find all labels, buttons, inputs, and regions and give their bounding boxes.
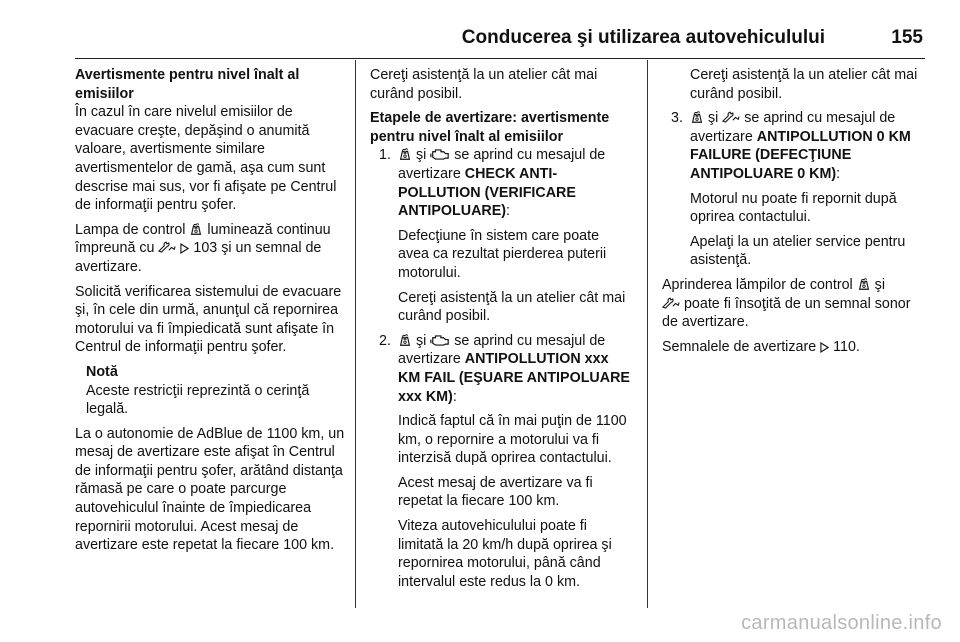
text-run: : <box>836 165 841 182</box>
watermark: carmanualsonline.info <box>741 612 942 634</box>
section-heading: Etapele de avertizare: avertismente pentru nivel înalt al emisiilor <box>370 110 610 145</box>
paragraph <box>662 338 930 357</box>
emission-warning-icon <box>690 110 704 124</box>
column-divider <box>647 60 648 608</box>
page-number: 155 <box>891 27 923 48</box>
text-run: şi <box>412 332 431 349</box>
note-text: Aceste restricţii reprezintă o cerinţă legală. <box>86 382 310 418</box>
text-run: 110. <box>829 338 860 355</box>
note-title: Notă <box>86 363 118 380</box>
paragraph: Acest mesaj de avertizare va fi repetat la fiecare 100 km. <box>398 474 593 510</box>
paragraph <box>75 221 347 277</box>
text-run: se aprind cu mesajul de avertizare <box>690 110 896 145</box>
emission-warning-icon <box>857 277 871 291</box>
paragraph: În cazul în care nivelul emisiilor de evacuare creşte, depăşind o anumită valoare, avertismente similare avertismentelor de gamă, aşa cum sunt descrise mai sus, vor fi afişate pe Centrul de informaţii pentru şofer. <box>75 104 337 214</box>
list-number: 3. <box>671 110 683 127</box>
paragraph: Solicită verificarea sistemului de evacuare şi, în cele din urmă, anunţul că repornirea motorului va fi împiedicată sunt afişate în Centrul de informaţii pentru şofer. <box>75 283 342 356</box>
text-run: Aprinderea lămpilor de control <box>662 276 857 293</box>
paragraph: Cereţi asistenţă la un atelier cât mai curând posibil. <box>398 289 626 325</box>
paragraph: Defecţiune în sistem care poate avea ca rezultat pierderea puterii motorului. <box>398 227 607 281</box>
paragraph: Cereţi asistenţă la un atelier cât mai curând posibil. <box>370 67 598 102</box>
list-item <box>370 146 634 220</box>
column-right <box>662 66 930 362</box>
paragraph: Motorul nu poate fi repornit după oprirea contactului. <box>690 190 897 226</box>
column-left <box>75 66 347 561</box>
text-run: se aprind cu mesajul de avertizare <box>398 332 606 368</box>
text-run: Lampa de control <box>75 221 190 238</box>
emission-warning-icon <box>398 333 412 347</box>
warning-message: CHECK ANTI-POLLUTION (VERIFICARE ANTIPOLUARE) <box>398 165 576 220</box>
emission-warning-icon <box>189 222 203 236</box>
text-run: : <box>506 203 510 220</box>
list-number: 2. <box>379 332 391 349</box>
service-wrench-icon <box>662 297 680 310</box>
text-run: 103 şi un semnal de avertizare. <box>75 240 322 275</box>
list-number: 1. <box>379 147 391 164</box>
paragraph: Apelaţi la un atelier service pentru asistenţă. <box>690 233 906 269</box>
service-wrench-icon <box>158 241 176 254</box>
paragraph: Viteza autovehiculului poate fi limitată la 20 km/h după oprirea şi repornirea motorului, până când intervalul este redus la 0 km. <box>398 518 612 590</box>
text-run: şi <box>704 110 723 127</box>
paragraph <box>662 276 930 332</box>
check-engine-icon <box>430 334 450 347</box>
column-middle <box>370 66 634 597</box>
text-run: şi <box>412 147 431 164</box>
text-run: Semnalele de avertizare <box>662 338 821 355</box>
page-reference-arrow-icon <box>820 342 829 353</box>
paragraph: Indică faptul că în mai puţin de 1100 km, o repornire a motorului va fi interzisă după oprirea contactului. <box>398 413 627 467</box>
service-wrench-icon <box>722 111 740 124</box>
warning-message: ANTIPOLLUTION xxx KM FAIL (EŞUARE ANTIPOLUARE xxx KM) <box>398 351 630 405</box>
emission-warning-icon <box>398 147 412 161</box>
text-run: se aprind cu mesajul de avertizare <box>398 147 606 182</box>
paragraph: La o autonomie de AdBlue de 1100 km, un mesaj de avertizare este afişat în Centrul de informaţii pentru şofer, arătând distanţa rămasă pe care o poate parcurge autovehiculul înainte de împiedicarea repornirii motorului. Acest mesaj de avertizare este repetat la fiecare 100 km. <box>75 425 345 554</box>
section-title: Conducerea şi utilizarea autovehiculului <box>461 27 825 48</box>
warning-message: ANTIPOLLUTION 0 KM FAILURE (DEFECŢIUNE ANTIPOLUARE 0 KM) <box>690 128 911 182</box>
section-heading: Avertismente pentru nivel înalt al emisiilor <box>75 67 300 102</box>
column-divider <box>355 60 356 608</box>
check-engine-icon <box>430 148 450 161</box>
text-run: şi <box>870 276 886 293</box>
text-run: luminează continuu împreună cu <box>75 221 331 257</box>
list-item <box>662 109 930 183</box>
text-run: poate fi însoţită de un semnal sonor de avertizare. <box>662 295 911 331</box>
list-item <box>370 332 634 406</box>
paragraph: Cereţi asistenţă la un atelier cât mai curând posibil. <box>690 67 918 102</box>
text-run: : <box>452 388 457 405</box>
page-header <box>75 24 925 59</box>
